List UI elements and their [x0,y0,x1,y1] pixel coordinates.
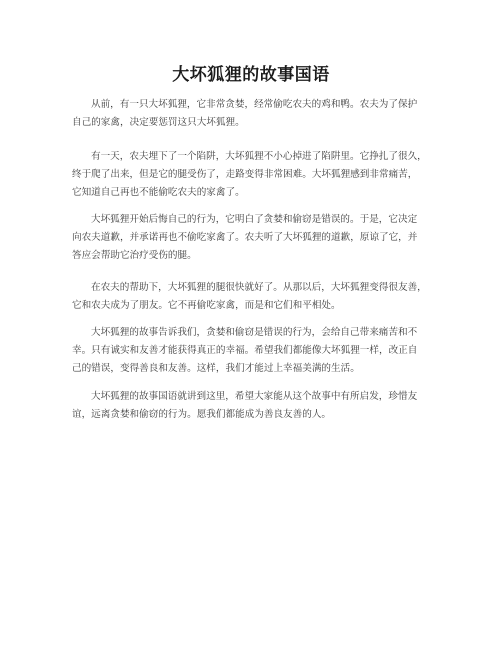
paragraph-2 [72,148,450,202]
paragraph-line: 幸。只有诚实和友善才能获得真正的幸福。希望我们都能像大坏狐狸一样，改正自 [72,345,418,356]
document-title: 大坏狐狸的故事国语 [172,65,330,85]
paragraph-line: 谊，远离贪婪和偷窃的行为。愿我们都能成为善良友善的人。 [72,409,332,420]
paragraph-line: 有一天，农夫埋下了一个陷阱，大坏狐狸不小心掉进了陷阱里。它挣扎了很久， [91,151,427,162]
paragraph-line: 大坏狐狸开始后悔自己的行为，它明白了贪婪和偷窃是错误的。于是，它决定 [91,214,418,225]
paragraph-line: 向农夫道歉，并承诺再也不偷吃家禽了。农夫听了大坏狐狸的道歉，原谅了它，并 [72,232,418,243]
paragraph-line: 大坏狐狸的故事告诉我们，贪婪和偷窃是错误的行为，会给自己带来痛苦和不 [91,327,418,338]
paragraph-5 [72,324,450,378]
paragraph-line: 在农夫的帮助下，大坏狐狸的腿很快就好了。从那以后，大坏狐狸变得很友善， [91,282,427,293]
paragraph-6 [72,388,450,424]
paragraph-line: 从前，有一只大坏狐狸，它非常贪婪，经常偷吃农夫的鸡和鸭。农夫为了保护 [91,99,418,110]
paragraph-line: 答应会帮助它治疗受伤的腿。 [72,250,197,261]
paragraph-line: 自己的家禽，决定要惩罚这只大坏狐狸。 [72,117,245,128]
paragraph-3 [72,211,450,265]
paragraph-line: 它和农夫成为了朋友。它不再偷吃家禽，而是和它们和平相处。 [72,300,341,311]
paragraph-line: 己的错误，变得善良和友善。这样，我们才能过上幸福美满的生活。 [72,363,360,374]
paragraph-line: 它知道自己再也不能偷吃农夫的家禽了。 [72,187,245,198]
paragraph-1 [72,96,450,132]
paragraph-line: 大坏狐狸的故事国语就讲到这里，希望大家能从这个故事中有所启发，珍惜友 [91,391,418,402]
paragraph-line: 终于爬了出来，但是它的腿受伤了，走路变得非常困难。大坏狐狸感到非常痛苦， [72,169,418,180]
paragraph-4 [72,279,450,315]
